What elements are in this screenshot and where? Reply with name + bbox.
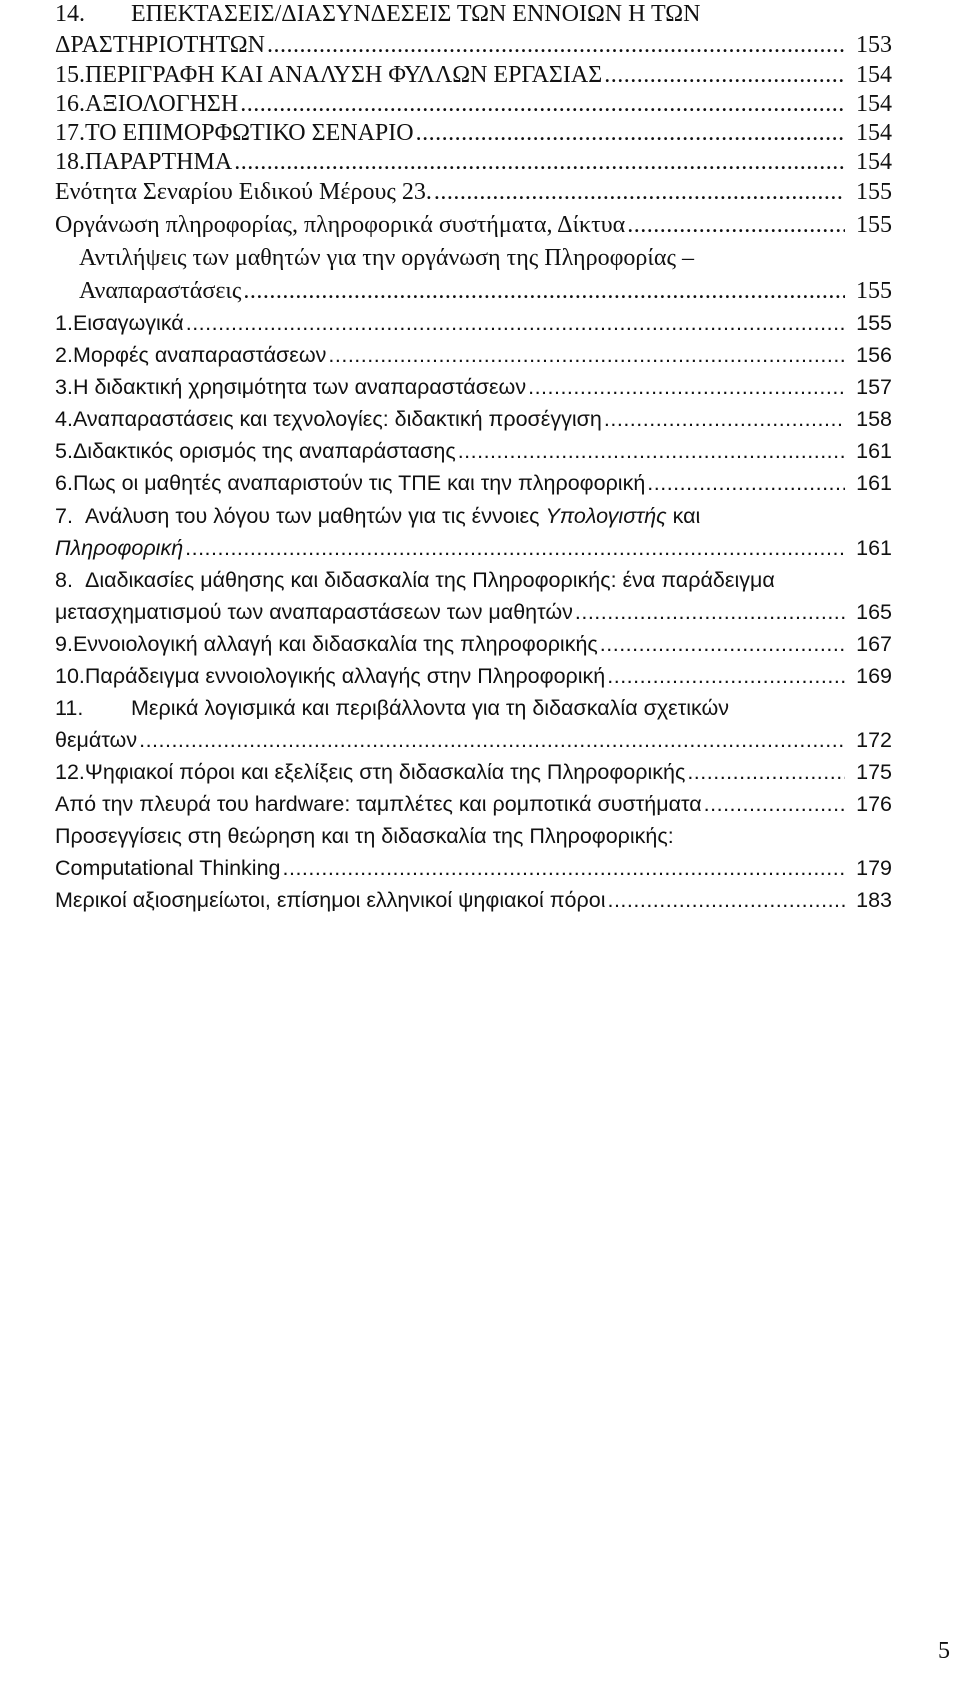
toc-page-number: 155: [856, 212, 892, 238]
toc-entry-organisation[interactable]: [55, 209, 892, 241]
toc-entry-number: 2.: [55, 343, 73, 367]
toc-entry-number: 4.: [55, 407, 73, 431]
leader-dots: [283, 852, 846, 884]
toc-page-number: 155: [856, 311, 892, 335]
toc-entry-number: 16.: [55, 91, 85, 117]
toc-entry-title: Ψηφιακοί πόροι και εξελίξεις στη διδασκαλία της Πληροφορικής: [84, 760, 686, 784]
toc-entry-title: ΑΞΙΟΛΟΓΗΣΗ: [85, 91, 239, 117]
leader-dots: [600, 628, 845, 660]
leader-dots: [267, 29, 845, 61]
toc-page-number: 154: [856, 120, 892, 146]
toc-entry-number: 11.: [55, 696, 84, 720]
toc-page-number: 153: [856, 32, 892, 58]
toc-page-number: 154: [856, 91, 892, 117]
toc-entry-title-italic: Πληροφορική: [55, 536, 184, 560]
leader-dots: [185, 532, 845, 564]
toc-page-number: 176: [856, 792, 892, 816]
toc-entry-title: Παράδειγμα εννοιολογικής αλλαγής στην Πληροφορική: [84, 664, 606, 688]
toc-subentry-11-cont[interactable]: [55, 724, 892, 756]
toc-subentry-8-cont[interactable]: [55, 596, 892, 628]
toc-entry-computational-thinking[interactable]: [55, 820, 674, 852]
toc-page-number: 154: [856, 62, 892, 88]
toc-entry-number: 17.: [55, 120, 85, 146]
toc-entry-title: Αναπαραστάσεις και τεχνολογίες: διδακτική προσέγγιση: [72, 407, 602, 431]
toc-entry-title: Μερικοί αξιοσημείωτοι, επίσημοι ελληνικοί ψηφιακοί πόροι: [55, 888, 606, 912]
leader-dots: [604, 59, 845, 91]
leader-dots: [607, 660, 845, 692]
toc-entry-number: 10.: [55, 664, 85, 688]
toc-subentry-11[interactable]: [55, 692, 729, 724]
toc-page-number: 158: [856, 407, 892, 431]
toc-entry-title: ΤΟ ΕΠΙΜΟΡΦΩΤΙΚΟ ΣΕΝΑΡΙΟ: [85, 120, 414, 146]
toc-entry-title: Ενότητα Σεναρίου Ειδικού Μέρους 23.: [55, 179, 432, 205]
toc-entry-number: 18.: [55, 149, 85, 175]
toc-entry-hardware[interactable]: [55, 788, 892, 820]
leader-dots: [234, 146, 845, 178]
toc-entry-title: Διδακτικός ορισμός της αναπαράστασης: [72, 439, 456, 463]
toc-entry-title: Αντιλήψεις των μαθητών για την οργάνωση της Πληροφορίας –: [79, 245, 694, 271]
toc-entry-number: 8.: [55, 568, 73, 592]
toc-page-number: 172: [856, 728, 892, 752]
toc-entry-15[interactable]: [55, 59, 892, 91]
toc-page-number: 179: [856, 856, 892, 880]
toc-subentry-12[interactable]: [55, 756, 892, 788]
leader-dots: [647, 467, 845, 499]
toc-entry-title: Μερικά λογισμικά και περιβάλλοντα για τη διδασκαλία σχετικών: [131, 696, 730, 720]
leader-dots: [416, 117, 845, 149]
toc-entry-title: Προσεγγίσεις στη θεώρηση και τη διδασκαλία της Πληροφορικής:: [55, 824, 674, 848]
toc-subentry-1[interactable]: [55, 307, 892, 339]
toc-entry-title: Computational Thinking: [55, 856, 281, 880]
leader-dots: [575, 596, 845, 628]
toc-page-number: 169: [856, 664, 892, 688]
toc-entry-perceptions[interactable]: [79, 242, 694, 274]
toc-subentry-10[interactable]: [55, 660, 892, 692]
toc-entry-title: Ανάλυση του λόγου των μαθητών για τις έννοιες: [85, 504, 546, 528]
toc-entry-title: ΕΠΕΚΤΑΣΕΙΣ/ΔΙΑΣΥΝΔΕΣΕΙΣ ΤΩΝ ΕΝΝΟΙΩΝ Η ΤΩΝ: [131, 1, 701, 27]
toc-subentry-6[interactable]: [55, 467, 892, 499]
toc-entry-title: και: [666, 504, 701, 528]
toc-entry-title: ΠΕΡΙΓΡΑΦΗ ΚΑΙ ΑΝΑΛΥΣΗ ΦΥΛΛΩΝ ΕΡΓΑΣΙΑΣ: [85, 62, 603, 88]
leader-dots: [434, 176, 845, 208]
toc-entry-resources[interactable]: [55, 884, 892, 916]
toc-entry-16[interactable]: [55, 88, 892, 120]
leader-dots: [627, 209, 845, 241]
leader-dots: [607, 884, 845, 916]
toc-subentry-4[interactable]: [55, 403, 892, 435]
leader-dots: [528, 371, 845, 403]
toc-entry-title: Μορφές αναπαραστάσεων: [72, 343, 327, 367]
toc-entry-number: 5.: [55, 439, 73, 463]
toc-entry-unit[interactable]: [55, 176, 892, 208]
toc-entry-number: 7.: [55, 504, 73, 528]
toc-entry-title: ΔΡΑΣΤΗΡΙΟΤΗΤΩΝ: [55, 32, 265, 58]
toc-page-number: 161: [856, 536, 892, 560]
toc-entry-number: 9.: [55, 632, 73, 656]
toc-entry-title: Διαδικασίες μάθησης και διδασκαλία της Πληροφορικής: ένα παράδειγμα: [85, 568, 775, 592]
toc-entry-17[interactable]: [55, 117, 892, 149]
toc-entry-14-cont[interactable]: [55, 29, 892, 61]
toc-page-number: 156: [856, 343, 892, 367]
toc-page-number: 155: [856, 179, 892, 205]
toc-subentry-9[interactable]: [55, 628, 892, 660]
leader-dots: [186, 307, 845, 339]
toc-entry-number: 6.: [55, 471, 73, 495]
toc-entry-computational-thinking-cont[interactable]: [55, 852, 892, 884]
toc-entry-14[interactable]: [55, 0, 700, 30]
toc-entry-title: Αναπαραστάσεις: [79, 278, 242, 304]
toc-entry-perceptions-cont[interactable]: [79, 275, 892, 307]
toc-entry-number: 14.: [55, 1, 85, 27]
toc-page-number: 154: [856, 149, 892, 175]
leader-dots: [243, 275, 845, 307]
page-number: 5: [938, 1638, 950, 1664]
toc-page-number: 161: [856, 439, 892, 463]
leader-dots: [458, 435, 845, 467]
toc-entry-title: Από την πλευρά του hardware: ταμπλέτες και ρομποτικά συστήματα: [55, 792, 702, 816]
toc-subentry-8[interactable]: [55, 564, 775, 596]
toc-page-number: 165: [856, 600, 892, 624]
toc-entry-title: θεμάτων: [55, 728, 138, 752]
toc-entry-number: 3.: [55, 375, 73, 399]
toc-page-number: 175: [856, 760, 892, 784]
toc-entry-number: 1.: [55, 311, 73, 335]
toc-subentry-2[interactable]: [55, 339, 892, 371]
toc-subentry-7-cont[interactable]: [55, 532, 892, 564]
toc-page-number: 155: [856, 278, 892, 304]
toc-entry-title-italic: Υπολογιστής: [545, 504, 667, 528]
toc-entry-number: 15.: [55, 62, 85, 88]
toc-subentry-3[interactable]: [55, 371, 892, 403]
toc-entry-title: Πως οι μαθητές αναπαριστούν τις ΤΠΕ και την πληροφορική: [72, 471, 646, 495]
toc-page-number: 183: [856, 888, 892, 912]
leader-dots: [704, 788, 845, 820]
toc-entry-title: Εννοιολογική αλλαγή και διδασκαλία της πληροφορικής: [72, 632, 598, 656]
leader-dots: [139, 724, 845, 756]
toc-page-number: 167: [856, 632, 892, 656]
toc-entry-18[interactable]: [55, 146, 892, 178]
leader-dots: [687, 756, 845, 788]
toc-subentry-5[interactable]: [55, 435, 892, 467]
toc-entry-title: Οργάνωση πληροφορίας, πληροφορικά συστήματα, Δίκτυα: [55, 212, 626, 238]
toc-page-number: 161: [856, 471, 892, 495]
leader-dots: [328, 339, 845, 371]
toc-entry-number: 12.: [55, 760, 85, 784]
toc-subentry-7[interactable]: [55, 500, 700, 532]
leader-dots: [240, 88, 845, 120]
toc-entry-title: Εισαγωγικά: [72, 311, 184, 335]
toc-entry-title: Η διδακτική χρησιμότητα των αναπαραστάσεων: [72, 375, 527, 399]
toc-entry-title: ΠΑΡΑΡΤΗΜΑ: [85, 149, 233, 175]
leader-dots: [604, 403, 845, 435]
toc-entry-title: μετασχηματισμού των αναπαραστάσεων των μαθητών: [55, 600, 573, 624]
toc-page-number: 157: [856, 375, 892, 399]
